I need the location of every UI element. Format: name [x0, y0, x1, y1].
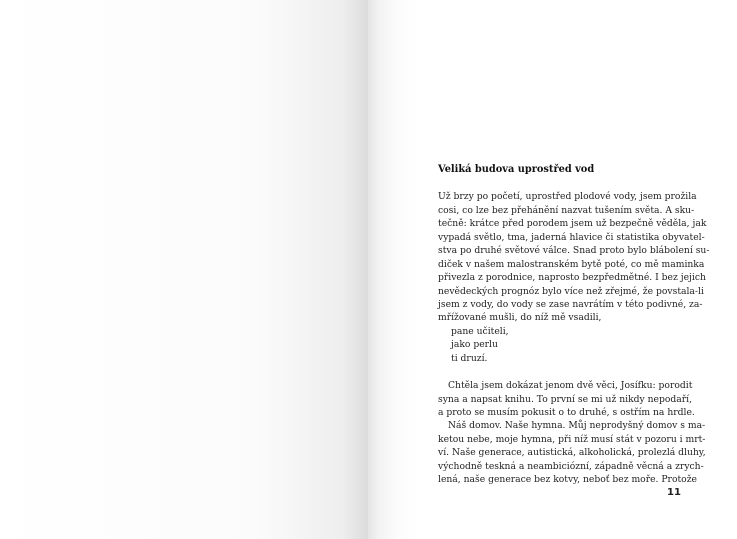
paragraph-gap: [438, 365, 679, 379]
page-number: 11: [667, 487, 681, 498]
text-line: nevědeckých prognóz bylo více než zřejmé, že povstala-li: [438, 285, 704, 297]
text-line: východně teskná a neambiciózní, západně věcná a zrych-: [438, 460, 704, 472]
text-line: a proto se musím pokusit o to druhé, s ostřím na hrdle.: [438, 407, 695, 419]
text-line: ketou nebe, moje hymna, při níž musí stát v pozoru i mrt-: [438, 433, 706, 445]
chapter-text: [438, 163, 710, 487]
text-line: syna a napsat knihu. To první se mi už nikdy nepodaří,: [438, 393, 693, 405]
paragraph-2: [438, 379, 695, 419]
text-line: diček v našem malostranském bytě poté, co mě maminka: [438, 258, 705, 270]
right-page: [368, 0, 737, 539]
text-line: přivezla z porodnice, naprosto bezpředmětné. I bez jejich: [438, 272, 706, 284]
text-line: lená, naše generace bez kotvy, neboť bez moře. Protože: [438, 474, 697, 486]
paragraph-3: [438, 419, 706, 486]
verse-line: jako perlu: [451, 339, 498, 351]
chapter-heading: Veliká budova uprostřed vod: [438, 164, 595, 175]
paragraph-1: [438, 190, 710, 324]
text-line: stva po druhé světové válce. Snad proto bylo blábolení su-: [438, 245, 710, 257]
text-line: cosi, co lze bez přehánění nazvat tušením světa. A sku-: [438, 204, 695, 216]
text-line: Chtěla jsem dokázat jenom dvě věci, Josífku: porodit: [448, 380, 693, 392]
text-line: ví. Naše generace, autistická, alkoholická, prolezlá dluhy,: [438, 447, 706, 459]
text-line: mřížované mušli, do níž mě vsadili,: [438, 312, 602, 324]
text-line: Už brzy po početí, uprostřed plodové vody, jsem prožila: [438, 191, 697, 203]
verse-line: pane učiteli,: [451, 325, 509, 337]
verse: [438, 325, 679, 365]
verse-line: ti druzí.: [451, 352, 488, 364]
text-line: tečně: krátce před porodem jsem už bezpečně věděla, jak: [438, 218, 707, 230]
left-page: [0, 0, 368, 539]
text-line: vypadá světlo, tma, jaderná hlavice či statistika obyvatel-: [438, 231, 705, 243]
text-line: Náš domov. Naše hymna. Můj neprodyšný domov s ma-: [448, 420, 706, 432]
text-line: jsem z vody, do vody se zase navrátím v této podivné, za-: [438, 298, 703, 310]
